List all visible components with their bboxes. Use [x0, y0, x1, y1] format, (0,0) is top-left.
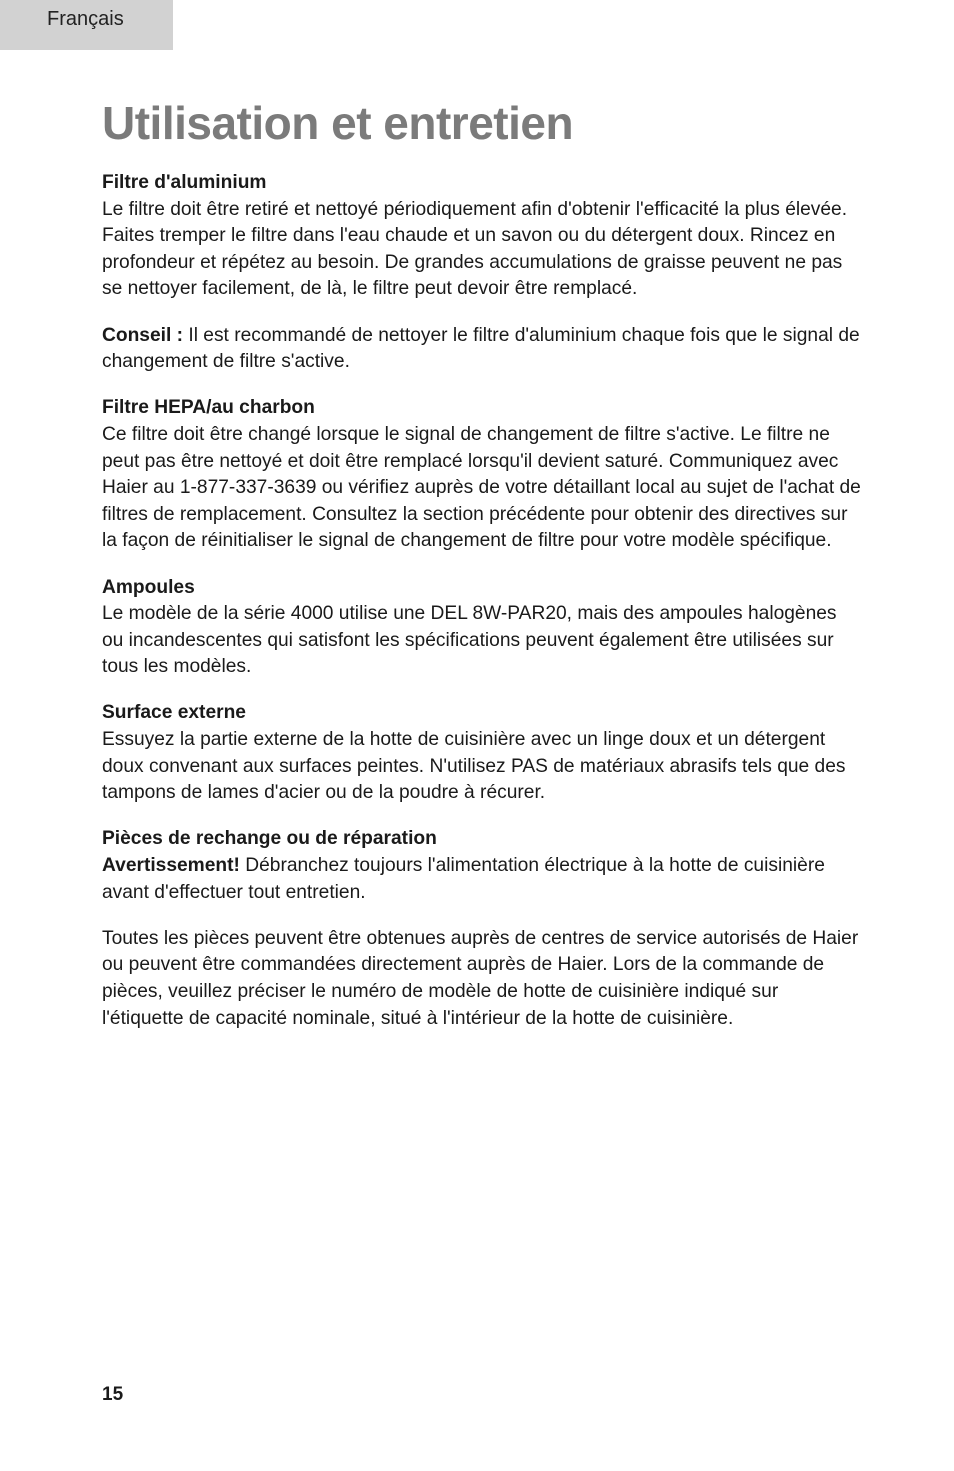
warning-label: Avertissement!	[102, 855, 240, 877]
section-heading: Pièces de rechange ou de réparation	[102, 828, 437, 850]
section-body: Le modèle de la série 4000 utilise une DEL 8W-PAR20, mais des ampoules halogènes ou incandescentes qui satisfont les spécifications peuvent également être utilisées sur tous les modèles.	[102, 603, 837, 678]
tip-paragraph	[102, 323, 862, 376]
section-body: Toutes les pièces peuvent être obtenues auprès de centres de service autorisés de Haier ou peuvent être commandées directement auprès de Haier. Lors de la commande de pièces, veuillez préciser le numéro de modèle de hotte de cuisinière indiqué sur l'étiquette de capacité nominale, situé à l'intérieur de la hotte de cuisinière.	[102, 927, 859, 1029]
page-number: 15	[102, 1384, 124, 1405]
section-body: Le filtre doit être retiré et nettoyé périodiquement afin d'obtenir l'efficacité la plus élevée. Faites tremper le filtre dans l'eau chaude et un savon ou du détergent doux. Rincez en profondeur et répétez au besoin. De grandes accumulations de graisse peuvent ne pas se nettoyer facilement, de là, le filtre peut devoir être remplacé.	[102, 198, 848, 300]
section-heading: Ampoules	[102, 576, 195, 598]
section-heading: Filtre d'aluminium	[102, 172, 267, 193]
tip-text: Il est recommandé de nettoyer le filtre d'aluminium chaque fois que le signal de changement de filtre s'active.	[102, 324, 860, 373]
section-body: Essuyez la partie externe de la hotte de cuisinière avec un linge doux et un détergent doux convenant aux surfaces peintes. N'utilisez PAS de matériaux abrasifs tels que des tampons de lames d'acier ou de la poudre à récurer.	[102, 729, 846, 804]
section-replacement-parts	[102, 826, 862, 1032]
section-heading: Filtre HEPA/au charbon	[102, 397, 315, 419]
main-content	[102, 170, 862, 1052]
page-title: Utilisation et entretien	[102, 97, 574, 149]
section-heading: Surface externe	[102, 702, 246, 724]
section-aluminium-filter	[102, 170, 862, 376]
tip-label: Conseil :	[102, 324, 184, 346]
section-external-surface	[102, 700, 862, 806]
warning-text: Débranchez toujours l'alimentation électrique à la hotte de cuisinière avant d'effectuer tout entretien.	[102, 855, 825, 903]
section-body: Ce filtre doit être changé lorsque le signal de changement de filtre s'active. Le filtre ne peut pas être nettoyé et doit être remplacé lorsqu'il devient saturé. Communiquez avec Haier au 1-877-337-3639 ou vérifiez auprès de votre détaillant local au sujet de l'achat de filtres de remplacement. Consultez la section précédente pour obtenir des directives sur la façon de réinitialiser le signal de changement de filtre pour votre modèle spécifique.	[102, 423, 861, 552]
section-hepa-filter	[102, 395, 862, 555]
section-bulbs	[102, 575, 862, 681]
language-tab: Français	[0, 0, 173, 50]
warning-paragraph	[102, 853, 862, 906]
